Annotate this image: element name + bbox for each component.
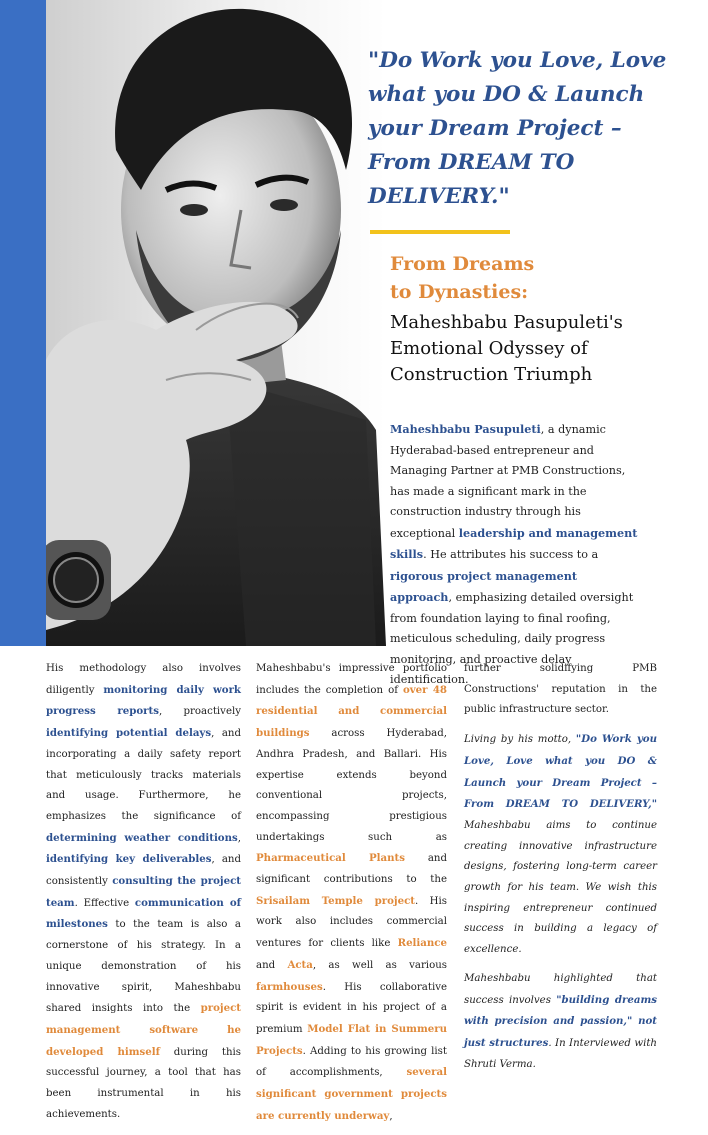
paragraph: further solidifying PMB Constructions' reputation in the public infrastructure sector. — [464, 663, 657, 716]
subheadline-line: Emotional Odyssey of — [390, 338, 588, 359]
paragraph — [464, 729, 657, 961]
highlight-orange: project management software he developed himself — [46, 1002, 241, 1058]
highlight: communication of milestones — [46, 896, 242, 931]
text: , and consistently — [46, 854, 241, 888]
text: . In Interviewed with Shruti Verma. — [464, 1037, 657, 1070]
text: , — [389, 1110, 393, 1122]
highlight-orange: Acta — [287, 958, 313, 971]
article-column-2 — [256, 659, 447, 1135]
text: , and incorporating a daily safety report that meticulously tracks materials and usage. Furthermore, he emphasizes the significance of — [46, 728, 241, 822]
highlight-orange: Reliance — [397, 937, 447, 950]
article-column-1 — [46, 659, 241, 1133]
text: . Adding to his growing list of accomplishments, — [256, 1045, 447, 1079]
subheadline-line: Maheshbabu Pasupuleti's — [390, 312, 623, 333]
highlight: identifying key deliverables — [46, 853, 212, 866]
text: Maheshbabu's impressive portfolio includes the completion of — [256, 663, 447, 696]
text: across Hyderabad, Andhra Pradesh, and Ballari. His expertise extends beyond conventional projects, encompassing prestigious undertakings such as — [256, 728, 447, 843]
subheadline-line: Construction Triumph — [390, 364, 593, 385]
paragraph — [464, 969, 657, 1076]
highlight: monitoring daily work progress reports — [46, 683, 241, 718]
subheadline — [390, 310, 690, 388]
highlight-orange: over 48 residential and commercial buildings — [256, 683, 447, 740]
highlight-orange: Model Flat in Summeru Projects — [256, 1022, 447, 1057]
text: . His collaborative spirit is evident in his project of a premium — [256, 981, 447, 1035]
motto-highlight: "Do Work you Love, Love what you DO & Launch your Dream Project – From DREAM TO DELIVERY," — [464, 733, 657, 811]
paragraph — [256, 659, 447, 1127]
highlight: consulting the project team — [46, 875, 241, 909]
highlight: leadership and management skills — [390, 525, 638, 561]
highlight-orange: several significant government projects are currently underway — [256, 1066, 447, 1122]
headline — [390, 250, 690, 306]
text: to the team is also a cornerstone of his strategy. In a unique demonstration of his innovative spirit, Maheshbabu shared insights into the — [46, 919, 241, 1015]
paragraph — [46, 659, 241, 1125]
text: and significant contributions to the — [256, 853, 447, 886]
highlight: determining weather conditions — [46, 831, 238, 844]
text: , — [237, 832, 241, 844]
motto-quote: "Do Work you Love, Love what you DO & Launch your Dream Project – From DREAM TO DELIVERY." — [368, 48, 667, 209]
text: , proactively — [158, 706, 241, 718]
intro-paragraph — [390, 419, 640, 691]
portrait-photo — [46, 0, 386, 646]
accent-bar — [0, 0, 46, 646]
highlight-orange: farmhouses — [256, 980, 323, 993]
text: Maheshbabu aims to continue creating innovative infrastructure designs, fostering long-term career growth for his team. We wish this inspiring entrepreneur continued success in building a legacy of excellence. — [464, 819, 657, 956]
text: and — [256, 959, 288, 971]
highlight: identifying potential delays — [46, 727, 212, 740]
text: during this successful journey, a tool that has been instrumental in his achievements. — [46, 1046, 241, 1120]
article-column-3 — [464, 659, 657, 1083]
text: . Effective — [74, 897, 135, 909]
text: Living by his motto, — [464, 734, 576, 746]
intro-text: , a dynamic Hyderabad-based entrepreneur and Managing Partner at PMB Constructions, has made a significant mark in the construction industry through his exceptional — [390, 423, 626, 540]
highlight: "building dreams with precision and passion," not just structures — [464, 993, 657, 1049]
intro-text: . He attributes his success to a — [423, 548, 599, 561]
intro-text: , emphasizing detailed oversight from foundation laying to final roofing, meticulous scheduling, daily progress monitoring, and proactive delay identification. — [390, 591, 634, 686]
highlight-orange: Pharmaceutical Plants — [256, 852, 405, 865]
text: . His work also includes commercial ventures for clients like — [256, 895, 447, 950]
highlight-orange: Srisailam Temple project — [256, 894, 415, 907]
text: His methodology also involves diligently — [46, 663, 241, 696]
text: Maheshbabu highlighted that success involves — [464, 972, 657, 1006]
headline-line: From Dreams — [390, 253, 535, 275]
name-highlight: Maheshbabu Pasupuleti — [390, 422, 541, 436]
divider-line — [370, 230, 510, 234]
highlight: rigorous project management approach — [390, 568, 577, 604]
headline-line: to Dynasties: — [390, 281, 529, 303]
text: , as well as various — [312, 959, 447, 971]
